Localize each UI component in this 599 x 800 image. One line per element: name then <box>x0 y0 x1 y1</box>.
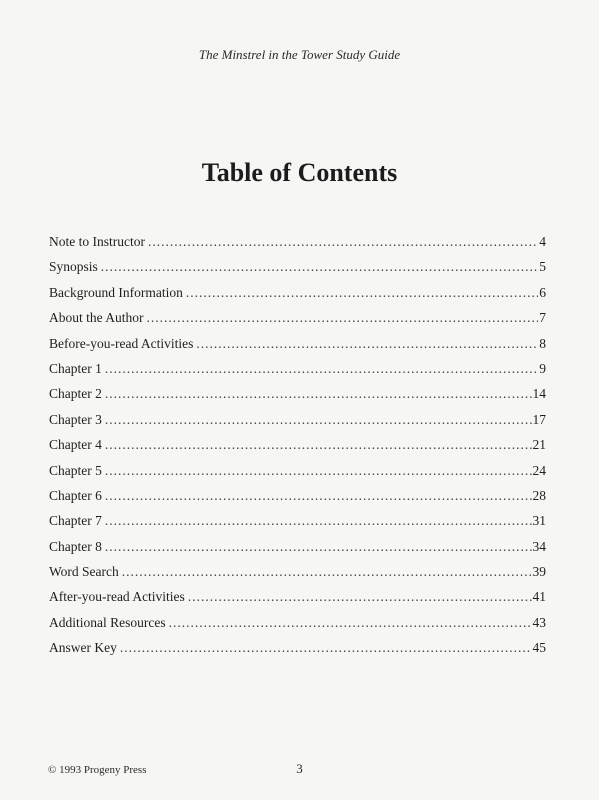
toc-entry-answer-key[interactable] <box>49 639 546 664</box>
toc-entry-title: Before-you-read Activities <box>49 335 194 351</box>
toc-entry-chapter-8[interactable] <box>49 538 546 563</box>
toc-entry-title: Chapter 6 <box>49 487 102 503</box>
toc-entry-page: 39 <box>532 564 546 580</box>
dot-leader <box>188 588 532 606</box>
toc-entry-title: Synopsis <box>49 259 98 275</box>
dot-leader <box>147 309 539 327</box>
toc-entry-page: 45 <box>532 640 546 656</box>
toc-entry-title: Chapter 4 <box>49 437 102 453</box>
toc-entry-word-search[interactable] <box>49 563 546 588</box>
dot-leader <box>105 360 538 378</box>
toc-entry-title: Chapter 8 <box>49 538 102 554</box>
toc-entry-page: 5 <box>539 259 546 275</box>
toc-entry-chapter-2[interactable] <box>49 385 546 410</box>
dot-leader <box>101 258 538 276</box>
toc-entry-chapter-5[interactable] <box>49 462 546 487</box>
toc-entry-page: 4 <box>539 234 546 249</box>
dot-leader <box>105 462 532 480</box>
copyright-notice: © 1993 Progeny Press <box>48 764 147 776</box>
toc-entry-page: 34 <box>532 538 546 554</box>
toc-entry-synopsis[interactable] <box>49 258 546 283</box>
toc-entry-title: About the Author <box>49 310 144 326</box>
dot-leader <box>148 233 538 251</box>
dot-leader <box>169 614 532 632</box>
toc-entry-title: Note to Instructor <box>49 234 145 249</box>
toc-entry-title: Chapter 3 <box>49 411 102 427</box>
toc-entry-title: After-you-read Activities <box>49 589 185 605</box>
dot-leader <box>105 487 532 505</box>
toc-entry-chapter-7[interactable] <box>49 512 546 537</box>
toc-entry-after-you-read-activities[interactable] <box>49 588 546 613</box>
dot-leader <box>105 411 532 429</box>
toc-entry-page: 41 <box>532 589 546 605</box>
dot-leader <box>105 538 532 556</box>
toc-entry-title: Chapter 2 <box>49 386 102 402</box>
toc-entry-title: Background Information <box>49 284 183 300</box>
toc-entry-page: 43 <box>532 614 546 630</box>
dot-leader <box>196 335 538 353</box>
dot-leader <box>105 512 532 530</box>
toc-entry-background-information[interactable] <box>49 284 546 309</box>
toc-entry-title: Word Search <box>49 564 119 580</box>
toc-entry-chapter-3[interactable] <box>49 411 546 436</box>
toc-entry-page: 14 <box>532 386 546 402</box>
toc-entry-chapter-1[interactable] <box>49 360 546 385</box>
toc-entry-page: 31 <box>532 513 546 529</box>
toc-entry-additional-resources[interactable] <box>49 614 546 639</box>
toc-entry-title: Answer Key <box>49 640 117 656</box>
toc-entry-page: 7 <box>539 310 546 326</box>
dot-leader <box>186 284 538 302</box>
toc-entry-page: 6 <box>539 284 546 300</box>
dot-leader <box>105 436 532 454</box>
toc-entry-page: 21 <box>532 437 546 453</box>
toc-entry-about-the-author[interactable] <box>49 309 546 334</box>
toc-entry-title: Chapter 5 <box>49 462 102 478</box>
toc-entry-chapter-6[interactable] <box>49 487 546 512</box>
toc-entry-title: Chapter 1 <box>49 360 102 376</box>
running-header: The Minstrel in the Tower Study Guide <box>198 47 401 62</box>
page-title: Table of Contents <box>201 158 398 187</box>
toc-entry-page: 28 <box>532 487 546 503</box>
toc-entry-note-to-instructor[interactable] <box>49 233 546 258</box>
toc-entry-page: 24 <box>532 462 546 478</box>
table-of-contents <box>49 233 546 665</box>
dot-leader <box>120 639 532 657</box>
toc-entry-chapter-4[interactable] <box>49 436 546 461</box>
page-number: 3 <box>296 761 303 776</box>
toc-entry-before-you-read-activities[interactable] <box>49 335 546 360</box>
dot-leader <box>122 563 532 581</box>
toc-entry-title: Additional Resources <box>49 614 166 630</box>
toc-entry-title: Chapter 7 <box>49 513 102 529</box>
toc-entry-page: 17 <box>532 411 546 427</box>
toc-entry-page: 9 <box>539 360 546 376</box>
dot-leader <box>105 385 532 403</box>
toc-entry-page: 8 <box>539 335 546 351</box>
